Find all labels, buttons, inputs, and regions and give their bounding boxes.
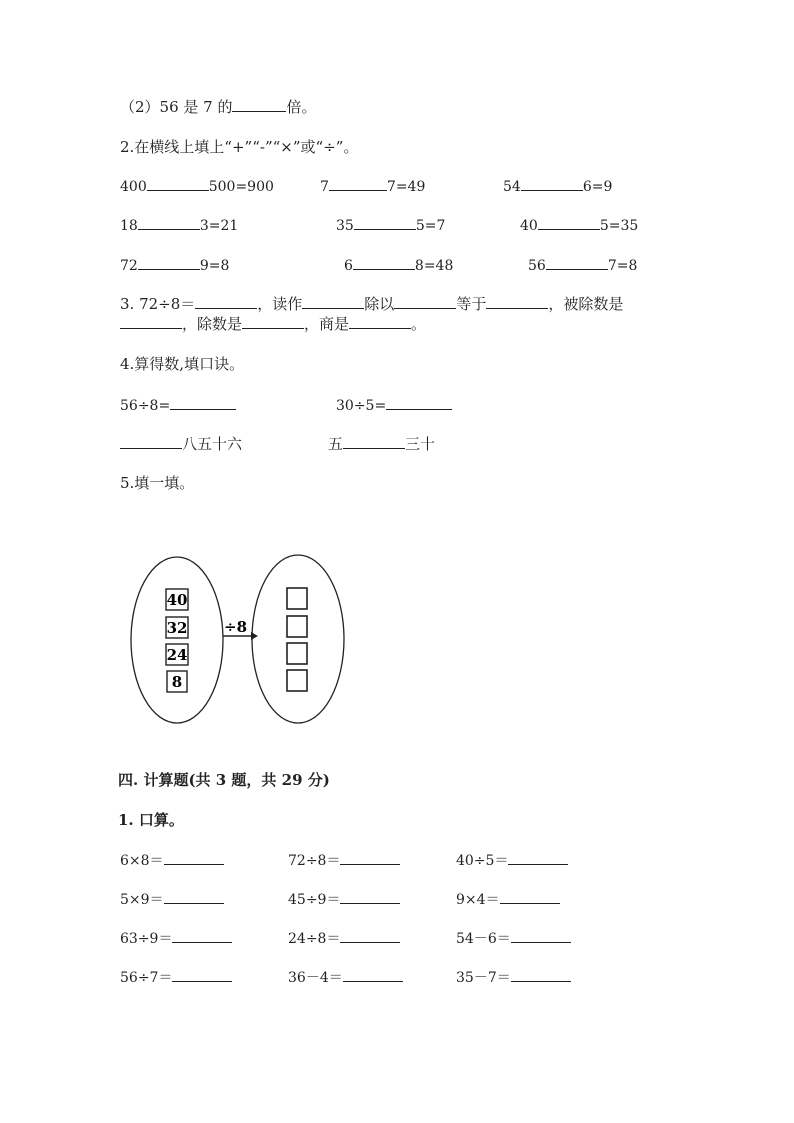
- operator-blank[interactable]: [138, 255, 200, 270]
- expression-text: 40÷5＝: [456, 853, 509, 869]
- operand: 18: [120, 218, 138, 234]
- rhyme-text: 八五十六: [182, 435, 243, 453]
- answer-blank[interactable]: [343, 434, 405, 449]
- q3-text: 等于: [456, 295, 487, 313]
- oral-calc-item: [120, 967, 232, 988]
- input-number: 32: [166, 619, 188, 637]
- answer-blank[interactable]: [120, 434, 182, 449]
- answer-blank[interactable]: [172, 967, 232, 982]
- oral-calc-item: [120, 889, 224, 910]
- q2-item: [336, 215, 445, 236]
- expression-text: 54－6＝: [456, 931, 511, 947]
- oral-calc-item: [456, 928, 571, 949]
- arrow-head-icon: [251, 632, 258, 640]
- operator-blank[interactable]: [354, 215, 416, 230]
- q1-text: （2）56 是 7 的: [120, 98, 233, 116]
- output-answer-box[interactable]: [287, 616, 307, 637]
- expression-text: 9×4＝: [456, 892, 500, 908]
- question-2-title: 2.在横线上填上“+”“-”“×”或“÷”。: [120, 138, 359, 156]
- expression-text: 35－7＝: [456, 970, 511, 986]
- result: 7=49: [386, 179, 426, 195]
- answer-blank[interactable]: [172, 928, 232, 943]
- q3-text: 除以: [364, 295, 395, 313]
- oral-calc-item: [456, 850, 568, 871]
- q4-expression: [120, 395, 236, 416]
- operator-blank[interactable]: [521, 176, 583, 191]
- operand: 40: [520, 218, 538, 234]
- operator-blank[interactable]: [147, 176, 209, 191]
- input-number: 24: [166, 646, 188, 664]
- expression-text: 36－4＝: [288, 970, 343, 986]
- rhyme-text: 三十: [405, 435, 436, 453]
- expression-text: 30÷5=: [336, 398, 387, 414]
- q2-item: [320, 176, 425, 197]
- operand: 6: [344, 258, 353, 274]
- answer-blank[interactable]: [349, 314, 411, 329]
- question-5-title: 5.填一填。: [120, 474, 195, 492]
- section-4-subheading: 1. 口算。: [118, 811, 184, 829]
- q1-suffix: 倍。: [286, 98, 317, 116]
- answer-blank[interactable]: [500, 889, 560, 904]
- answer-blank[interactable]: [340, 928, 400, 943]
- answer-blank[interactable]: [508, 850, 568, 865]
- answer-blank[interactable]: [340, 850, 400, 865]
- question-3-line-2: [120, 314, 426, 334]
- oral-calc-item: [120, 850, 224, 871]
- oral-calc-item: [456, 967, 571, 988]
- answer-blank[interactable]: [242, 314, 304, 329]
- q4-expression: [336, 395, 452, 416]
- input-number: 8: [171, 673, 183, 691]
- operand: 72: [120, 258, 138, 274]
- q2-item: [503, 176, 612, 197]
- operator-blank[interactable]: [546, 255, 608, 270]
- operator-blank[interactable]: [538, 215, 600, 230]
- result: 9=8: [199, 258, 230, 274]
- q3-text: ，除数是: [182, 315, 243, 333]
- q3-text: 。: [411, 315, 427, 333]
- expression-text: 45÷9＝: [288, 892, 341, 908]
- answer-blank[interactable]: [486, 294, 548, 309]
- answer-blank[interactable]: [170, 395, 236, 410]
- operator-label: ÷8: [224, 618, 248, 636]
- operand: 7: [320, 179, 329, 195]
- q3-text: ，读作: [257, 295, 303, 313]
- section-4-heading: 四. 计算题(共 3 题，共 29 分): [118, 771, 330, 789]
- answer-blank[interactable]: [232, 97, 286, 112]
- expression-text: 63÷9＝: [120, 931, 173, 947]
- input-number: 40: [166, 591, 188, 609]
- rhyme-text: 五: [328, 435, 344, 453]
- operand: 54: [503, 179, 521, 195]
- answer-blank[interactable]: [394, 294, 456, 309]
- q3-lead: 3. 72÷8＝: [120, 295, 196, 313]
- answer-blank[interactable]: [511, 967, 571, 982]
- oral-calc-item: [288, 850, 400, 871]
- expression-text: 72÷8＝: [288, 853, 341, 869]
- oral-calc-item: [456, 889, 560, 910]
- division-mapping-diagram: [120, 545, 360, 735]
- question-1-part-2: [120, 97, 317, 117]
- answer-blank[interactable]: [386, 395, 452, 410]
- q2-item: [520, 215, 638, 236]
- operand: 56: [528, 258, 546, 274]
- q2-item: [120, 255, 229, 276]
- operand: 400: [120, 179, 147, 195]
- q3-text: ，被除数是: [548, 295, 624, 313]
- q2-item: [120, 215, 238, 236]
- output-answer-box[interactable]: [287, 588, 307, 609]
- result: 3=21: [199, 218, 239, 234]
- result: 8=48: [414, 258, 454, 274]
- oral-calc-item: [120, 928, 232, 949]
- output-answer-box[interactable]: [287, 643, 307, 664]
- answer-blank[interactable]: [164, 889, 224, 904]
- expression-text: 56÷7＝: [120, 970, 173, 986]
- question-4-title: 4.算得数,填口诀。: [120, 355, 245, 373]
- result: 6=9: [582, 179, 613, 195]
- answer-blank[interactable]: [195, 294, 257, 309]
- oral-calc-item: [288, 889, 400, 910]
- expression-text: 5×9＝: [120, 892, 164, 908]
- answer-blank[interactable]: [164, 850, 224, 865]
- input-set-ellipse: [131, 557, 223, 723]
- result: 7=8: [607, 258, 638, 274]
- operator-blank[interactable]: [138, 215, 200, 230]
- expression-text: 24÷8＝: [288, 931, 341, 947]
- expression-text: 6×8＝: [120, 853, 164, 869]
- q4-rhyme: [328, 434, 435, 454]
- oral-calc-item: [288, 928, 400, 949]
- q2-item: [528, 255, 637, 276]
- answer-blank[interactable]: [302, 294, 364, 309]
- answer-blank[interactable]: [511, 928, 571, 943]
- result: 5=7: [415, 218, 446, 234]
- expression-text: 56÷8=: [120, 398, 171, 414]
- answer-blank[interactable]: [340, 889, 400, 904]
- q2-item: [120, 176, 274, 197]
- result: 500=900: [208, 179, 274, 195]
- answer-blank[interactable]: [343, 967, 403, 982]
- q4-rhyme: [120, 434, 242, 454]
- q3-text: ，商是: [304, 315, 350, 333]
- operand: 35: [336, 218, 354, 234]
- output-answer-box[interactable]: [287, 670, 307, 691]
- result: 5=35: [599, 218, 639, 234]
- q2-item: [344, 255, 453, 276]
- oral-calc-item: [288, 967, 403, 988]
- operator-blank[interactable]: [329, 176, 387, 191]
- output-set-ellipse: [252, 555, 344, 723]
- answer-blank[interactable]: [120, 314, 182, 329]
- question-3-line-1: [120, 294, 623, 314]
- operator-blank[interactable]: [353, 255, 415, 270]
